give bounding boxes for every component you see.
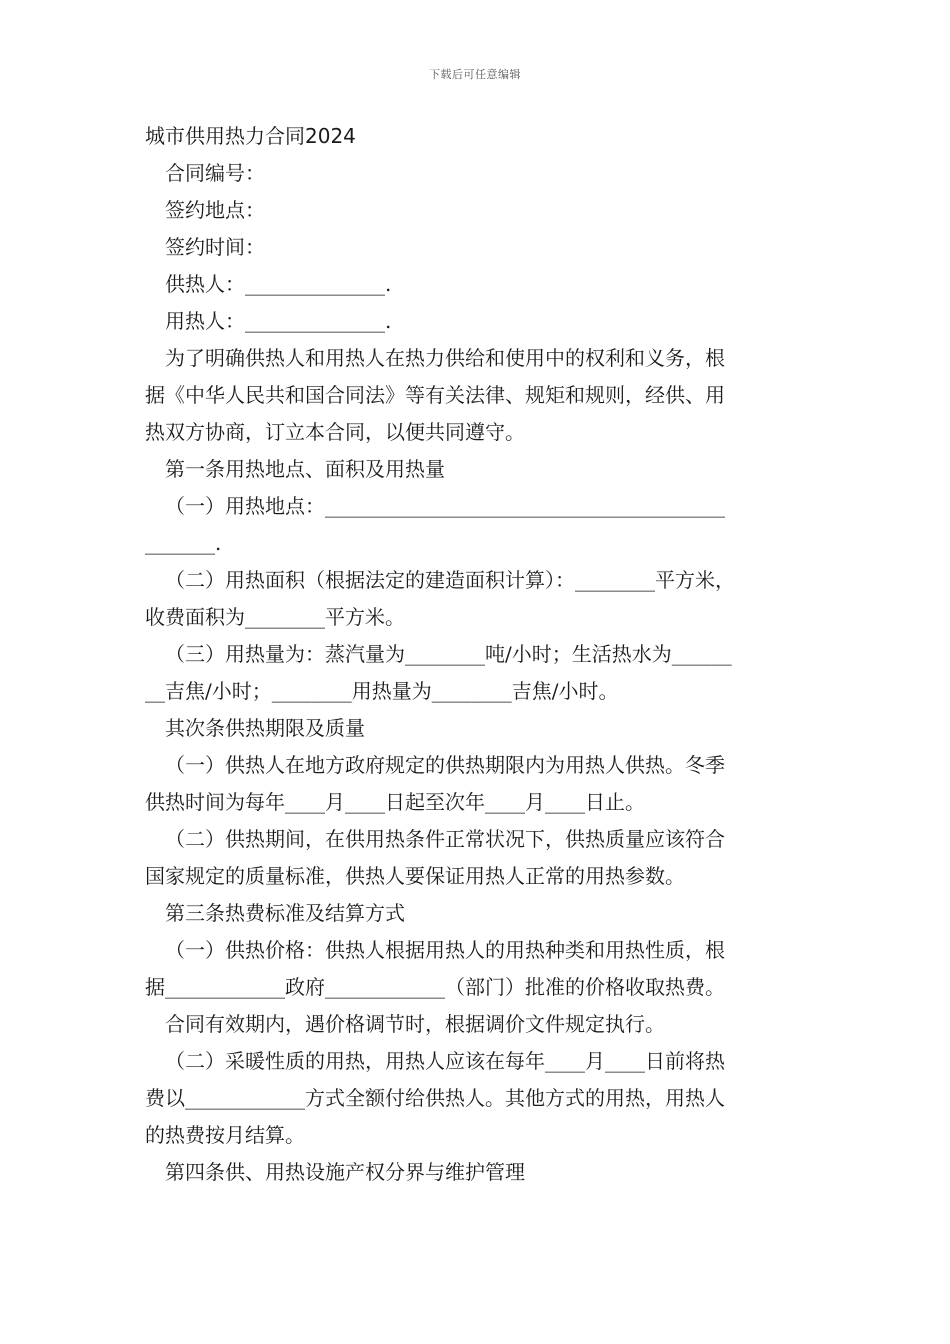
preamble-line: 据《中华人民共和国合同法》等有关法律、规矩和规则，经供、用 — [145, 383, 725, 407]
clause-line: （三）用热量为：蒸汽量为________吨/小时；生活热水为______ — [165, 642, 732, 666]
clause-line: （一）供热价格：供热人根据用热人的用热种类和用热性质，根 — [165, 938, 725, 962]
clause-line: （一）供热人在地方政府规定的供热期限内为用热人供热。冬季 — [165, 753, 725, 777]
user-line: 用热人：______________. — [165, 309, 392, 333]
clause-line: 费以____________方式全额付给供热人。其他方式的用热，用热人 — [145, 1086, 725, 1110]
supplier-line: 供热人：______________. — [165, 272, 392, 296]
contract-number-line: 合同编号： — [165, 161, 265, 185]
clause-line: 的热费按月结算。 — [145, 1123, 305, 1147]
clause-line: 供热时间为每年____月____日起至次年____月____日止。 — [145, 790, 645, 814]
header-note: 下载后可任意编辑 — [429, 68, 521, 81]
clause-line: （一）用热地点：________________________________________ — [165, 494, 725, 518]
article-heading: 第四条供、用热设施产权分界与维护管理 — [165, 1160, 525, 1184]
signing-time-line: 签约时间： — [165, 235, 265, 259]
document-title: 城市供用热力合同2024 — [145, 124, 356, 148]
signing-place-line: 签约地点： — [165, 198, 265, 222]
document-body — [145, 118, 813, 1191]
clause-line: __吉焦/小时；________用热量为________吉焦/小时。 — [145, 679, 619, 703]
clause-line: （二）用热面积（根据法定的建造面积计算）：________平方米， — [165, 568, 735, 592]
clause-line: 收费面积为________平方米。 — [145, 605, 405, 629]
clause-line: 合同有效期内，遇价格调节时，根据调价文件规定执行。 — [165, 1012, 665, 1036]
clause-line: _______. — [145, 531, 222, 555]
clause-line: （二）采暖性质的用热，用热人应该在每年____月____日前将热 — [165, 1049, 725, 1073]
article-heading: 第一条用热地点、面积及用热量 — [165, 457, 445, 481]
article-heading: 第三条热费标准及结算方式 — [165, 901, 405, 925]
preamble-line: 热双方协商，订立本合同，以便共同遵守。 — [145, 420, 525, 444]
preamble-line: 为了明确供热人和用热人在热力供给和使用中的权利和义务，根 — [165, 346, 725, 370]
clause-line: 国家规定的质量标准，供热人要保证用热人正常的用热参数。 — [145, 864, 685, 888]
article-heading: 其次条供热期限及质量 — [165, 716, 365, 740]
clause-line: 据____________政府____________（部门）批准的价格收取热费。 — [145, 975, 725, 999]
clause-line: （二）供热期间，在供用热条件正常状况下，供热质量应该符合 — [165, 827, 725, 851]
